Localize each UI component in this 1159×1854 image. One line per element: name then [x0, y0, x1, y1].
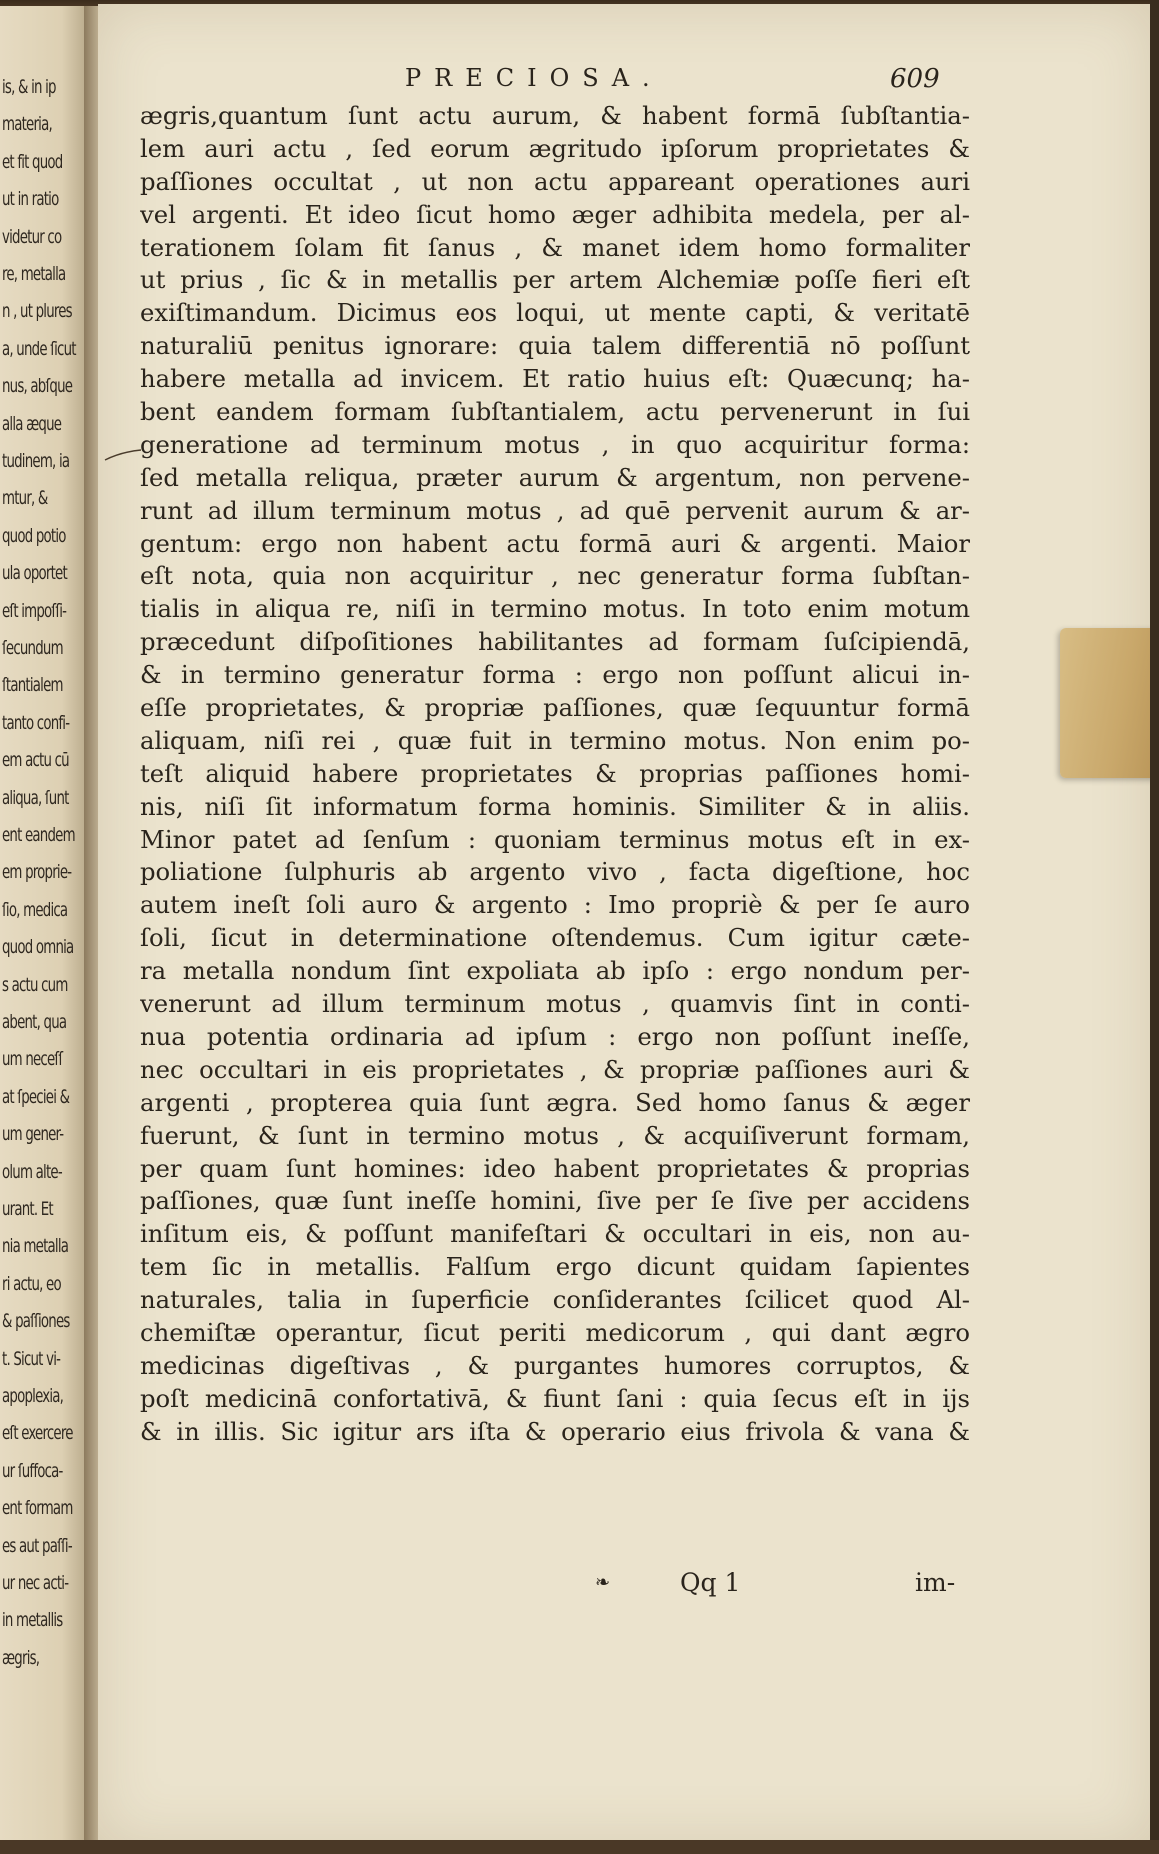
- text-line: nec occultari in eis proprietates , & propriæ paſſiones auri &: [140, 1054, 970, 1084]
- left-page-fragment: a, unde ſicut: [2, 337, 76, 360]
- text-line: medicinas digeſtivas , & purgantes humores corruptos, &: [140, 1350, 970, 1380]
- left-page-fragment: ſecundum: [2, 637, 63, 659]
- signature-mark: Qq 1: [680, 1568, 741, 1597]
- left-page-fragment: ur ſuffoca-: [2, 1459, 63, 1482]
- left-page-fragment: ent formam: [2, 1497, 73, 1520]
- left-page-fragment: ur nec acti-: [2, 1572, 69, 1594]
- text-line: & in termino generatur forma : ergo non poſſunt alicui in-: [140, 660, 970, 690]
- left-page-fragment: ſtantialem: [2, 674, 63, 697]
- text-line: tialis in aliqua re, niſi in termino motus. In toto enim motum: [140, 594, 970, 624]
- text-line: argenti , propterea quia ſunt ægra. Sed homo ſanus & æger: [140, 1087, 970, 1117]
- body-text: [140, 100, 970, 1449]
- text-line: vel argenti. Et ideo ſicut homo æger adhibita medela, per al-: [140, 199, 970, 229]
- text-line: eſſe proprietates, & propriæ paſſiones, quæ ſequuntur formā: [140, 693, 970, 723]
- text-line: inſitum eis, & poſſunt manifeſtari & occultari in eis, non au-: [140, 1219, 970, 1249]
- left-page-fragment: ut in ratio: [2, 188, 59, 211]
- left-page-fragment: um neceſſ: [2, 1048, 63, 1071]
- text-line: ſoli, ſicut in determinatione oſtendemus. Cum igitur cæte-: [140, 923, 970, 953]
- text-line: nis, niſi ſit informatum forma hominis. Similiter & in aliis.: [140, 791, 970, 821]
- left-page-fragment: apoplexia,: [2, 1385, 64, 1407]
- left-page-fragment: nus, abſque: [2, 375, 73, 398]
- left-page-edge: [0, 6, 88, 1846]
- left-page-fragment: ri actu, eo: [2, 1272, 61, 1295]
- text-line: bent eandem formam ſubſtantialem, actu pervenerunt in ſui: [140, 397, 970, 427]
- text-line: paſſiones occultat , ut non actu appareant operationes auri: [140, 166, 970, 196]
- page-right-edge: [1150, 0, 1159, 1854]
- left-page-fragment: re, metalla: [2, 263, 66, 285]
- left-page-fragment: quod omnia: [2, 936, 74, 959]
- text-line: Minor patet ad ſenſum : quoniam terminus motus eſt in ex-: [140, 824, 970, 854]
- left-page-fragment: um gener-: [2, 1123, 64, 1146]
- text-line: generatione ad terminum motus , in quo acquiritur forma:: [140, 429, 970, 459]
- left-page-fragment: eſt exercere: [2, 1422, 73, 1445]
- marginal-pen-mark: [103, 448, 143, 462]
- text-line: lem auri actu , ſed eorum ægritudo ipſorum proprietates &: [140, 133, 970, 163]
- text-line: gentum: ergo non habent actu formā auri & argenti. Maior: [140, 528, 970, 558]
- text-line: nua potentia ordinaria ad ipſum : ergo non poſſunt ineſſe,: [140, 1021, 970, 1051]
- text-line: naturales, talia in ſuperficie conſiderantes ſcilicet quod Al-: [140, 1285, 970, 1315]
- left-page-fragment: aliqua, ſunt: [2, 786, 69, 809]
- text-line: ſed metalla reliqua, præter aurum & argentum, non pervene-: [140, 462, 970, 492]
- text-line: ra metalla nondum ſint expoliata ab ipſo : ergo nondum per-: [140, 956, 970, 986]
- left-page-fragment: in metallis: [2, 1609, 63, 1632]
- text-line: autem ineſt ſoli auro & argento : Imo propriè & per ſe auro: [140, 890, 970, 920]
- left-page-fragment: at ſpeciei &: [2, 1085, 70, 1108]
- text-line: runt ad illum terminum motus , ad quē pervenit aurum & ar-: [140, 495, 970, 525]
- page-footer: [140, 1568, 970, 1608]
- left-page-fragment: abent, qua: [2, 1011, 67, 1033]
- left-page-fragment: is, & in ip: [2, 76, 56, 98]
- text-line: per quam ſunt homines: ideo habent proprietates & proprias: [140, 1153, 970, 1183]
- left-page-fragment: ægris,: [2, 1646, 40, 1669]
- text-line: chemiſtæ operantur, ſicut periti medicorum , qui dant ægro: [140, 1317, 970, 1347]
- text-line: poſt medicinā confortativā, & fiunt ſani : quia ſecus eſt in ijs: [140, 1383, 970, 1413]
- left-page-fragment: es aut paſſi-: [2, 1534, 72, 1557]
- left-page-fragment: ent eandem: [2, 824, 75, 846]
- text-line: terationem ſolam fit ſanus , & manet idem homo formaliter: [140, 232, 970, 262]
- text-line: tem ſic in metallis. Falſum ergo dicunt quidam ſapientes: [140, 1252, 970, 1282]
- text-line: poliatione ſulphuris ab argento vivo , facta digeſtione, hoc: [140, 857, 970, 887]
- text-line: habere metalla ad invicem. Et ratio huius eſt: Quæcunq; ha-: [140, 364, 970, 394]
- text-line: aliquam, niſi rei , quæ fuit in termino motus. Non enim po-: [140, 725, 970, 755]
- page-number: 609: [890, 64, 940, 94]
- left-page-fragment: quod potio: [2, 524, 66, 547]
- left-page-fragment: mtur, &: [2, 487, 48, 510]
- fleuron-ornament: ❧: [595, 1572, 611, 1593]
- running-head: [100, 64, 1020, 100]
- left-page-fragment: materia,: [2, 113, 52, 136]
- left-page-fragment: olum alte-: [2, 1160, 62, 1183]
- left-page-fragment: eſt impoſſi-: [2, 599, 67, 622]
- left-page-fragment: tanto confi-: [2, 711, 70, 734]
- text-line: naturaliū penitus ignorare: quia talem differentiā nō poſſunt: [140, 331, 970, 361]
- left-page-fragment: em actu cū: [2, 749, 69, 772]
- left-page-fragment: urant. Et: [2, 1198, 53, 1220]
- text-line: teſt aliquid habere proprietates & proprias paſſiones homi-: [140, 758, 970, 788]
- text-line: eſt nota, quia non acquiritur , nec generatur forma ſubſtan-: [140, 561, 970, 591]
- running-head-title: PRECIOSA.: [405, 64, 663, 92]
- left-page-fragment: em proprie-: [2, 861, 72, 884]
- left-page-fragment: ſio, medica: [2, 898, 68, 921]
- left-page-fragment: videtur co: [2, 225, 62, 248]
- wooden-bookmark: [1060, 628, 1159, 778]
- left-page-fragment: nia metalla: [2, 1235, 69, 1258]
- text-line: exiſtimandum. Dicimus eos loqui, ut mente capti, & veritatē: [140, 298, 970, 328]
- left-page-fragment: & paſſiones: [2, 1310, 70, 1333]
- text-line: venerunt ad illum terminum motus , quamvis ſint in conti-: [140, 989, 970, 1019]
- text-line: & in illis. Sic igitur ars iſta & operario eius frivola & vana &: [140, 1416, 970, 1446]
- desk-background-bottom: [0, 1840, 1159, 1854]
- left-page-fragment: t. Sicut vi-: [2, 1347, 61, 1370]
- text-line: præcedunt diſpoſitiones habilitantes ad formam ſuſcipiendā,: [140, 627, 970, 657]
- left-page-fragment: tudinem, ia: [2, 450, 70, 472]
- left-page-fragment: s actu cum: [2, 973, 68, 996]
- left-page-fragment: n , ut plures: [2, 300, 72, 323]
- catchword: im-: [915, 1568, 956, 1597]
- left-page-fragment: ula oportet: [2, 562, 67, 585]
- text-line: paſſiones, quæ ſunt ineſſe homini, ſive per ſe ſive per accidens: [140, 1186, 970, 1216]
- text-line: ut prius , ſic & in metallis per artem Alchemiæ poſſe fieri eſt: [140, 265, 970, 295]
- text-line: fuerunt, & ſunt in termino motus , & acquiſiverunt formam,: [140, 1120, 970, 1150]
- left-page-fragment: alla æque: [2, 412, 62, 435]
- text-line: ægris,quantum ſunt actu aurum, & habent formā ſubſtantia-: [140, 101, 970, 130]
- left-page-fragment: et fit quod: [2, 150, 63, 173]
